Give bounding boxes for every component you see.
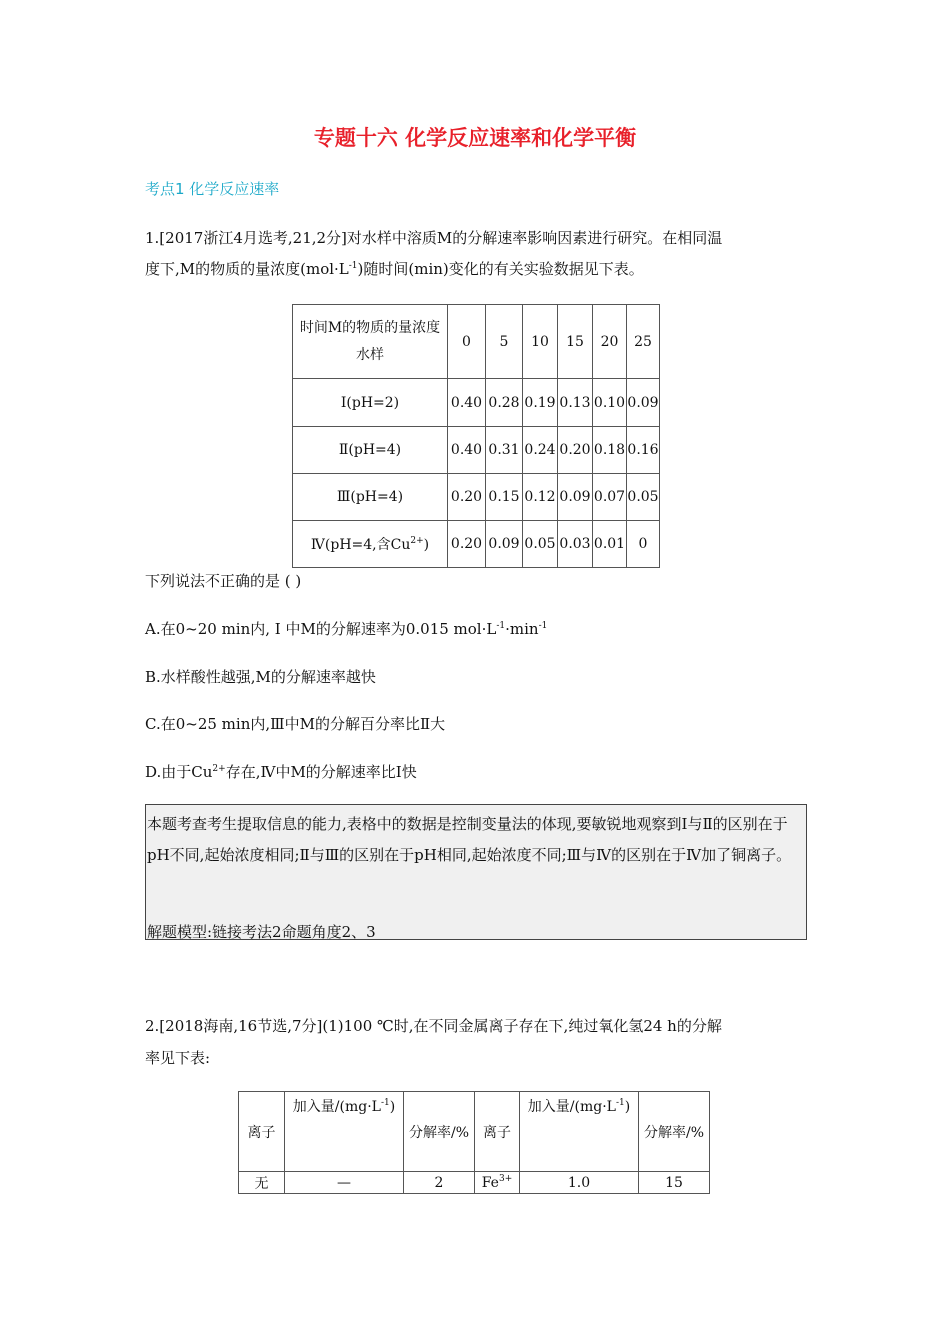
table-cell: 0.13 <box>558 379 593 427</box>
header-rate: 分解率/% <box>404 1092 475 1172</box>
time-header: 5 <box>486 305 523 379</box>
section-heading: 考点1 化学反应速率 <box>145 180 280 198</box>
table-cell: 0.18 <box>593 427 627 474</box>
table-cell: 0.09 <box>558 474 593 521</box>
time-header: 10 <box>523 305 558 379</box>
header-ion: 离子 <box>239 1092 285 1172</box>
option-c: C.在0~25 min内,Ⅲ中M的分解百分率比Ⅱ大 <box>145 715 446 733</box>
header-ion-2: 离子 <box>475 1092 520 1172</box>
table-cell: 0.40 <box>448 379 486 427</box>
table-cell: 0.20 <box>448 474 486 521</box>
q2-stem-line1: 2.[2018海南,16节选,7分](1)100 ℃时,在不同金属离子存在下,纯过氧化氢24 h的分解 <box>145 1017 722 1035</box>
table-cell: 无 <box>239 1172 285 1194</box>
table-row <box>293 427 660 474</box>
table-cell: 0.15 <box>486 474 523 521</box>
table-cell: 1.0 <box>520 1172 639 1194</box>
table-cell: 2 <box>404 1172 475 1194</box>
table-cell: 0.05 <box>627 474 660 521</box>
q2-stem-line2: 率见下表: <box>145 1049 211 1067</box>
table-cell: 0.20 <box>448 521 486 568</box>
time-header: 20 <box>593 305 627 379</box>
q1-data-table <box>292 304 660 568</box>
table-cell: $Fe^{3+}$ <box>475 1172 520 1194</box>
row-label: Ⅱ(pH=4) <box>293 427 448 474</box>
table-cell: 0.05 <box>523 521 558 568</box>
table-row <box>293 379 660 427</box>
table-cell: 0.12 <box>523 474 558 521</box>
analysis-note-text: 本题考查考生提取信息的能力,表格中的数据是控制变量法的体现,要敏锐地观察到Ⅰ与Ⅱ的区别在于pH不同,起始浓度相同;Ⅱ与Ⅲ的区别在于pH相同,起始浓度不同;Ⅲ与Ⅳ的区别在于Ⅳ加了铜离子。 <box>147 815 792 864</box>
table-cell: 0.20 <box>558 427 593 474</box>
table-cell: 0.40 <box>448 427 486 474</box>
header-rate-2: 分解率/% <box>639 1092 710 1172</box>
page-title: 专题十六 化学反应速率和化学平衡 <box>313 126 637 150</box>
table-cell: 0.19 <box>523 379 558 427</box>
table-cell: — <box>285 1172 404 1194</box>
row-label: Ⅰ(pH=2) <box>293 379 448 427</box>
table-cell: 0.16 <box>627 427 660 474</box>
header-amount-2: 加入量$/(mg\cdot L^{-1})$ <box>520 1092 639 1172</box>
row-label: Ⅲ(pH=4) <box>293 474 448 521</box>
header-amount: 加入量$/(mg\cdot L^{-1})$ <box>285 1092 404 1172</box>
table-cell: 0.01 <box>593 521 627 568</box>
table-cell: 0.28 <box>486 379 523 427</box>
table-cell: 0.24 <box>523 427 558 474</box>
time-header: 15 <box>558 305 593 379</box>
q1-stem-line1: 1.[2017浙江4月选考,21,2分]对水样中溶质M的分解速率影响因素进行研究。在相同温 <box>145 229 723 247</box>
table-cell: 0.07 <box>593 474 627 521</box>
table-row <box>293 521 660 568</box>
analysis-note-box <box>145 804 807 940</box>
table-row <box>293 474 660 521</box>
table-cell: 0.03 <box>558 521 593 568</box>
time-header: 25 <box>627 305 660 379</box>
table-cell: 0.31 <box>486 427 523 474</box>
option-d: D.由于$Cu^{2+}$存在,Ⅳ中M的分解速率比Ⅰ快 <box>145 763 417 781</box>
q1-stem-line2: 度下,M的物质的量浓度$(mol\cdot L^{-1})$随时间(min)变化的有关实验数据见下表。 <box>145 260 644 278</box>
table-cell: 0.09 <box>627 379 660 427</box>
table-cell: 0.10 <box>593 379 627 427</box>
q2-data-table <box>238 1091 710 1194</box>
q1-prompt: 下列说法不正确的是 ( ) <box>145 572 302 590</box>
solving-model-text: 解题模型:链接考法2命题角度2、3 <box>147 923 376 941</box>
table-cell: 0.09 <box>486 521 523 568</box>
table-cell: 15 <box>639 1172 710 1194</box>
table-header-label: 时间M的物质的量浓度水样 <box>293 305 448 379</box>
option-b: B.水样酸性越强,M的分解速率越快 <box>145 668 376 686</box>
option-a: A.在0~20 min内, Ⅰ 中M的分解速率为0.015 $mol\cdot L^{-1}\cdot\min^{-1}$ <box>145 620 548 638</box>
table-row <box>239 1172 710 1194</box>
table-cell: 0 <box>627 521 660 568</box>
time-header: 0 <box>448 305 486 379</box>
row-label: Ⅳ(pH=4,含$Cu^{2+}$) <box>293 521 448 568</box>
